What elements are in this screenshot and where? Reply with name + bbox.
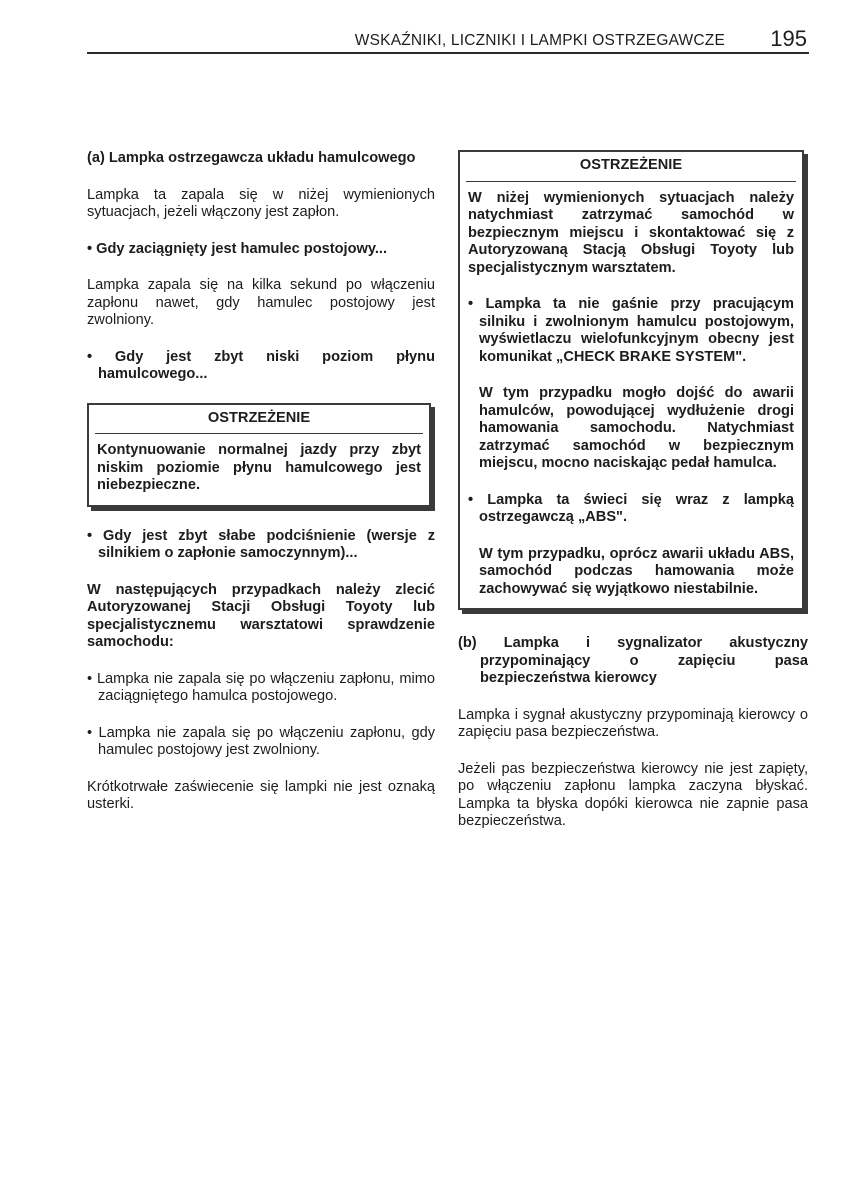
section-b-paragraph: Jeżeli pas bezpieczeństwa kierowcy nie jest zapięty, po włączeniu zapłonu lampka zaczyna błyskać. Lampka ta błyska dopóki kierowca nie zapnie pasa bezpieczeństwa. [458, 760, 808, 829]
page-header [87, 26, 809, 54]
warning-bullet-abs: • Lampka ta świeci się wraz z lampką ostrzegawczą „ABS". [468, 491, 794, 525]
warning-detail: W tym przypadku, oprócz awarii układu ABS, samochód podczas hamowania może zachowywać się wyjątkowo niestabilnie. [479, 545, 794, 597]
warning-bullet-check-brake: • Lampka ta nie gaśnie przy pracującym silniku i zwolnionym hamulcu postojowym, wyświetlaczu wielofunkcyjnym obecny jest komunikat „CHECK BRAKE SYSTEM". [468, 296, 794, 365]
intro-paragraph: Lampka ta zapala się w niżej wymienionych sytuacjach, jeżeli włączony jest zapłon. [87, 186, 435, 220]
bullet-parking-brake: • Gdy zaciągnięty jest hamulec postojowy... [87, 240, 388, 257]
service-instruction: W następujących przypadkach należy zlecić Autoryzowanej Stacji Obsługi Toyoty lub specjalistycznemu warsztatowi sprawdzenie samochodu: [87, 581, 435, 650]
header-title: WSKAŹNIKI, LICZNIKI I LAMPKI OSTRZEGAWCZE [354, 32, 725, 49]
warning-box-fluid [87, 403, 431, 507]
list-item: • Lampka nie zapala się po włączeniu zapłonu, mimo zaciągniętego hamulca postojowego. [87, 670, 435, 704]
closing-note: Krótkotrwałe zaświecenie się lampki nie jest oznaką usterki. [87, 778, 435, 812]
section-b-paragraph: Lampka i sygnał akustyczny przypominają kierowcy o zapięciu pasa bezpieczeństwa. [458, 706, 808, 740]
warning-title: OSTRZEŻENIE [466, 152, 796, 182]
parking-brake-text: Lampka zapala się na kilka sekund po włączeniu zapłonu nawet, gdy hamulec postojowy jest zwolniony. [87, 277, 435, 328]
warning-title: OSTRZEŻENIE [95, 405, 423, 435]
bullet-vacuum: • Gdy jest zbyt słabe podciśnienie (wersje z silnikiem o zapłonie samoczynnym)... [87, 527, 435, 561]
section-a-title: (a) Lampka ostrzegawcza układu hamulcowego [87, 150, 416, 166]
list-item: • Lampka nie zapala się po włączeniu zapłonu, gdy hamulec postojowy jest zwolniony. [87, 724, 435, 758]
warning-detail: W tym przypadku mogło dojść do awarii hamulców, powodującej wydłużenie drogi hamowania samochodu. Natychmiast zatrzymać samochód w bezpiecznym miejscu, mocno naciskając pedał hamulca. [479, 385, 794, 471]
warning-intro: W niżej wymienionych sytuacjach należy natychmiast zatrzymać samochód w bezpiecznym miejscu i skontaktować się z Autoryzowaną Stacją Obsługi Toyoty lub specjalistycznym warsztatem. [468, 189, 794, 276]
warning-text: Kontynuowanie normalnej jazdy przy zbyt niskim poziomie płynu hamulcowego jest niebezpieczne. [97, 442, 421, 493]
page-number: 195 [770, 26, 807, 51]
section-b-title: (b) Lampka i sygnalizator akustyczny przypominający o zapięciu pasa bezpieczeństwa kierowcy [458, 635, 808, 686]
bullet-fluid-level: • Gdy jest zbyt niski poziom płynu hamulcowego... [87, 348, 435, 382]
right-column [458, 150, 808, 831]
warning-box-brake [458, 150, 804, 610]
left-column [87, 150, 435, 814]
